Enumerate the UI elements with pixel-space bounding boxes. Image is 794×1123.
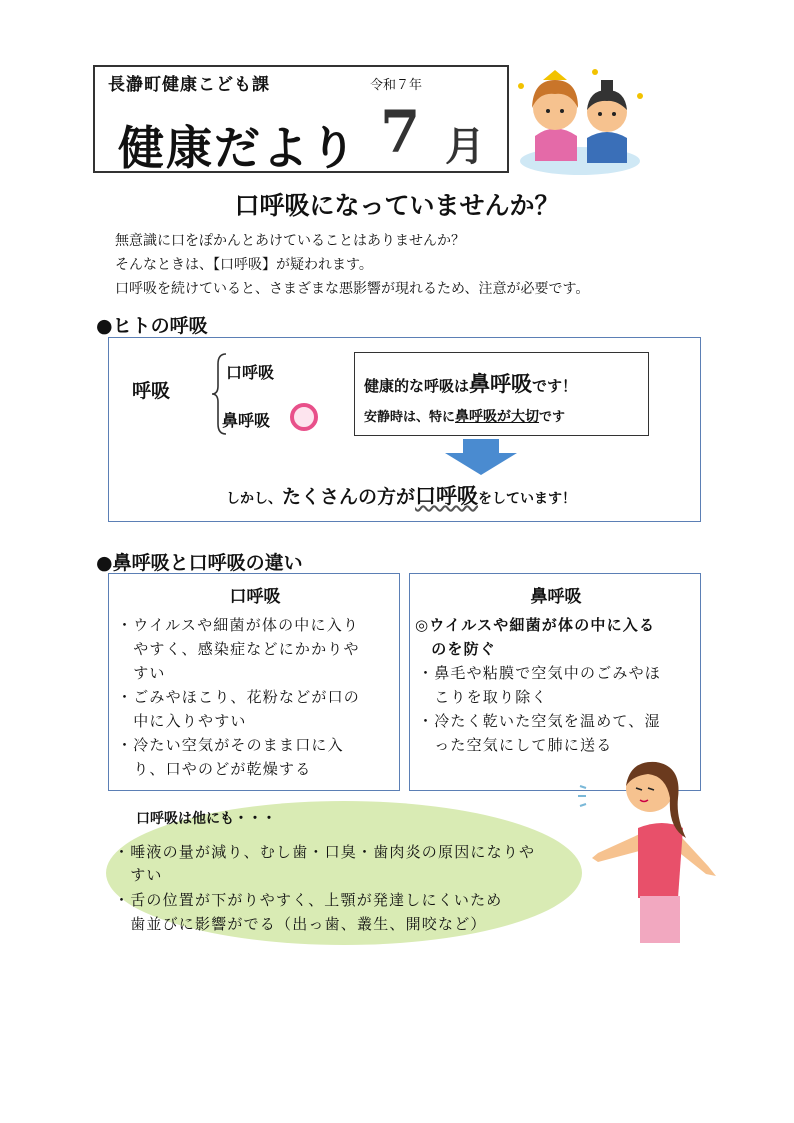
other-effect-line: ・舌の位置が下がりやすく、上顎が発達しにくいため — [114, 891, 503, 909]
other-effect-line: ・唾液の量が減り、むし歯・口臭・歯肉炎の原因になりや — [114, 843, 536, 861]
month-suffix: 月 — [445, 124, 485, 170]
mouth-line: り、口やのどが乾燥する — [117, 760, 312, 778]
note1-pre: 健康的な呼吸は — [364, 377, 470, 395]
mouth-line: ・ごみやほこり、花粉などが口の — [117, 688, 361, 706]
breathing-woman-illustration — [578, 758, 718, 943]
mouth-line: やすく、感染症などにかかりや — [117, 640, 360, 658]
nose-bold-line: のを防ぐ — [415, 640, 497, 658]
mouth-breathing-label: 口呼吸 — [226, 363, 275, 382]
breathing-label: 呼吸 — [132, 380, 171, 402]
mouth-line: すい — [117, 664, 166, 682]
mouth-breathing-box — [108, 573, 400, 791]
however-post: をしています！ — [478, 491, 577, 507]
mouth-box-title: 口呼吸 — [229, 587, 281, 607]
mouth-line: ・ウイルスや細菌が体の中に入り — [117, 616, 360, 634]
note2-underlined: 鼻呼吸が大切 — [455, 409, 540, 425]
mouth-line: ・冷たい空気がそのまま口に入 — [117, 736, 344, 754]
healthy-breathing-note — [364, 368, 577, 398]
nose-line: こりを取り除く — [418, 688, 548, 706]
note2-pre: 安静時は、特に — [364, 410, 456, 425]
month-number: 7 — [380, 98, 421, 166]
nose-box-title: 鼻呼吸 — [530, 587, 582, 607]
era-label: 令和７年 — [370, 78, 423, 93]
nose-bold-line: ◎ウイルスや細菌が体の中に入る — [415, 616, 656, 634]
however-pre: しかし、 — [226, 491, 282, 507]
nose-line: ・冷たく乾いた空気を温めて、湿 — [418, 712, 661, 730]
resting-breathing-note — [364, 406, 565, 426]
department-name: 長瀞町健康こども課 — [108, 75, 270, 95]
other-effect-line: 歯並びに影響がでる（出っ歯、叢生、開咬など） — [114, 915, 487, 933]
however-statement — [226, 480, 576, 510]
note1-emphasis: 鼻呼吸 — [469, 372, 533, 396]
however-mid: たくさんの方が — [282, 486, 416, 508]
other-effects-title: 口呼吸は他にも・・・ — [136, 811, 276, 827]
nose-breathing-label: 鼻呼吸 — [222, 411, 271, 430]
newsletter-title: 健康だより — [118, 121, 358, 175]
down-arrow-icon — [445, 439, 517, 475]
intro-line-1: 無意識に口をぽかんとあけていることはありませんか？ — [115, 233, 465, 249]
nose-line: った空気にして肺に送る — [418, 736, 613, 754]
nose-line: ・鼻毛や粘膜で空気中のごみやほ — [418, 664, 662, 682]
section-heading-differences: ●鼻呼吸と口呼吸の違い — [96, 552, 303, 574]
tanabata-mascots-illustration — [515, 66, 645, 176]
section-heading-human-breathing: ●ヒトの呼吸 — [96, 315, 208, 337]
however-emphasis: 口呼吸 — [415, 484, 479, 508]
intro-line-3: 口呼吸を続けていると、さまざまな悪影響が現れるため、注意が必要です。 — [115, 281, 590, 297]
intro-line-2: そんなときは、【口呼吸】が疑われます。 — [115, 257, 373, 273]
main-headline: 口呼吸になっていませんか？ — [234, 191, 560, 220]
correct-circle-icon — [289, 402, 319, 432]
note2-post: です — [539, 410, 566, 425]
mouth-line: 中に入りやすい — [117, 712, 247, 730]
note1-post: です！ — [532, 377, 578, 395]
other-effect-line: すい — [114, 866, 163, 884]
